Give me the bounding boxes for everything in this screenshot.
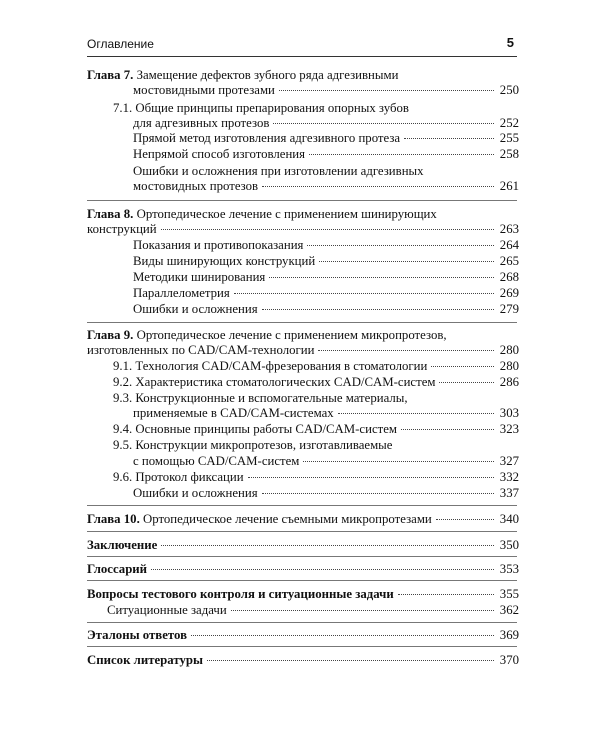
toc-entry-indications[interactable] <box>133 238 519 253</box>
toc-entry-direct-method[interactable] <box>133 131 519 146</box>
leader-dots <box>279 89 494 91</box>
chapter-title-line1: Ортопедическое лечение с применением микропротезов, <box>136 328 447 342</box>
chapter-title-line1: Замещение дефектов зубного ряда адгезивными <box>136 68 399 82</box>
leader-dots <box>439 381 494 383</box>
entry-text: с помощью CAD/CAM-систем <box>133 454 300 468</box>
header-rule <box>87 56 517 57</box>
leader-dots <box>161 228 494 230</box>
entry-page: 337 <box>499 486 519 500</box>
entry-page: 269 <box>499 286 519 300</box>
toc-entry-chapter-8[interactable] <box>87 222 519 237</box>
chapter-title: Ортопедическое лечение съемными микропротезами <box>142 512 432 526</box>
entry-page: 279 <box>499 302 519 316</box>
entry-page: 340 <box>499 512 519 526</box>
chapter-label: Глава 9. <box>87 328 134 342</box>
toc-chapter-7-title[interactable] <box>87 68 398 83</box>
toc-entry-section-9-1[interactable] <box>113 359 519 374</box>
entry-page: 353 <box>499 562 519 576</box>
entry-page: 362 <box>499 603 519 617</box>
toc-entry-section-9-3[interactable] <box>133 406 519 421</box>
leader-dots <box>262 185 494 187</box>
leader-dots <box>319 260 494 262</box>
toc-entry-errors-adhesive[interactable] <box>133 179 519 194</box>
leader-dots <box>151 568 494 570</box>
leader-dots <box>398 593 494 595</box>
entry-page: 255 <box>499 131 519 145</box>
toc-entry-situational-tasks[interactable] <box>107 603 519 618</box>
leader-dots <box>191 634 494 636</box>
entry-page: 263 <box>499 222 519 236</box>
leader-dots <box>318 349 494 351</box>
section-divider <box>87 322 517 323</box>
entry-text: Методики шинирования <box>133 270 266 284</box>
entry-text <box>87 512 432 527</box>
entry-text: Прямой метод изготовления адгезивного протеза <box>133 131 401 145</box>
leader-dots <box>404 137 494 139</box>
entry-page: 258 <box>499 147 519 161</box>
chapter-label: Глава 10. <box>87 512 140 526</box>
entry-text: мостовидных протезов <box>133 179 259 193</box>
leader-dots <box>248 476 494 478</box>
toc-entry-parallelometry[interactable] <box>133 286 519 301</box>
section-divider <box>87 556 517 557</box>
toc-entry-chapter-9[interactable] <box>87 343 519 358</box>
toc-entry-chapter-10[interactable] <box>87 512 519 527</box>
section-divider <box>87 200 517 201</box>
leader-dots <box>303 460 494 462</box>
toc-entry-conclusion[interactable] <box>87 538 519 553</box>
toc-errors-line1[interactable]: Ошибки и осложнения при изготовлении адгезивных <box>133 164 424 178</box>
toc-entry-literature[interactable] <box>87 653 519 668</box>
entry-text: Глоссарий <box>87 562 148 576</box>
entry-text: 9.4. Основные принципы работы CAD/CAM-систем <box>113 422 397 436</box>
entry-page: 265 <box>499 254 519 268</box>
toc-entry-errors-ch8[interactable] <box>133 302 519 317</box>
leader-dots <box>338 412 494 414</box>
toc-section-7-1-line1[interactable]: 7.1. Общие принципы препарирования опорных зубов <box>113 101 409 115</box>
toc-entry-errors-ch9[interactable] <box>133 486 519 501</box>
leader-dots <box>401 428 494 430</box>
running-header <box>87 37 514 55</box>
entry-page: 268 <box>499 270 519 284</box>
leader-dots <box>309 153 494 155</box>
leader-dots <box>234 292 494 294</box>
section-divider <box>87 531 517 532</box>
leader-dots <box>307 244 494 246</box>
entry-text: 9.1. Технология CAD/CAM-фрезерования в стоматологии <box>113 359 428 373</box>
entry-text: Непрямой способ изготовления <box>133 147 306 161</box>
entry-page: 261 <box>499 179 519 193</box>
entry-text: Заключение <box>87 538 158 552</box>
page-number: 5 <box>506 35 514 50</box>
entry-page: 286 <box>499 375 519 389</box>
toc-entry-section-9-5[interactable] <box>133 454 519 469</box>
entry-text: Список литературы <box>87 653 203 667</box>
chapter-title-line1: Ортопедическое лечение с применением шинирующих <box>136 207 437 221</box>
entry-text: Виды шинирующих конструкций <box>133 254 316 268</box>
toc-section-9-5-line1[interactable]: 9.5. Конструкции микропротезов, изготавливаемые <box>113 438 393 452</box>
entry-page: 327 <box>499 454 519 468</box>
entry-page: 280 <box>499 359 519 373</box>
toc-entry-splinting-methods[interactable] <box>133 270 519 285</box>
leader-dots <box>262 308 494 310</box>
entry-text: 9.6. Протокол фиксации <box>113 470 244 484</box>
entry-text: 9.2. Характеристика стоматологических CAD/CAM-систем <box>113 375 436 389</box>
leader-dots <box>273 122 494 124</box>
entry-page: 264 <box>499 238 519 252</box>
section-divider <box>87 646 517 647</box>
toc-entry-indirect-method[interactable] <box>133 147 519 162</box>
leader-dots <box>269 276 494 278</box>
toc-entry-section-9-6[interactable] <box>113 470 519 485</box>
section-divider <box>87 622 517 623</box>
entry-page: 369 <box>499 628 519 642</box>
entry-text: мостовидными протезами <box>133 83 275 97</box>
leader-dots <box>161 544 494 546</box>
leader-dots <box>436 518 494 520</box>
toc-chapter-8-title[interactable] <box>87 207 437 222</box>
entry-text: применяемые в CAD/CAM-системах <box>133 406 334 420</box>
toc-entry-chapter-7[interactable] <box>133 83 519 98</box>
entry-page: 250 <box>499 83 519 97</box>
chapter-label: Глава 7. <box>87 68 134 82</box>
entry-page: 280 <box>499 343 519 357</box>
toc-entry-section-9-2[interactable] <box>113 375 519 390</box>
section-divider <box>87 505 517 506</box>
chapter-label: Глава 8. <box>87 207 134 221</box>
toc-entry-section-7-1[interactable] <box>133 116 519 131</box>
entry-text: Параллелометрия <box>133 286 230 300</box>
entry-text: Ситуационные задачи <box>107 603 227 617</box>
entry-page: 355 <box>499 587 519 601</box>
toc-entry-answers[interactable] <box>87 628 519 643</box>
leader-dots <box>431 365 494 367</box>
leader-dots <box>262 492 494 494</box>
toc-entry-glossary[interactable] <box>87 562 519 577</box>
entry-page: 332 <box>499 470 519 484</box>
entry-text: конструкций <box>87 222 157 236</box>
entry-page: 370 <box>499 653 519 667</box>
entry-text: Ошибки и осложнения <box>133 302 258 316</box>
entry-text: Показания и противопоказания <box>133 238 304 252</box>
toc-section-9-3-line1[interactable]: 9.3. Конструкционные и вспомогательные материалы, <box>113 391 408 405</box>
entry-text: Эталоны ответов <box>87 628 187 642</box>
toc-chapter-9-title[interactable] <box>87 328 447 343</box>
header-title: Оглавление <box>87 37 154 51</box>
entry-text: изготовленных по CAD/CAM-технологии <box>87 343 315 357</box>
leader-dots <box>207 659 494 661</box>
entry-text: Ошибки и осложнения <box>133 486 258 500</box>
toc-entry-splint-types[interactable] <box>133 254 519 269</box>
entry-page: 350 <box>499 538 519 552</box>
entry-page: 323 <box>499 422 519 436</box>
toc-entry-tests[interactable] <box>87 587 519 602</box>
leader-dots <box>231 609 494 611</box>
entry-page: 252 <box>499 116 519 130</box>
section-divider <box>87 580 517 581</box>
toc-entry-section-9-4[interactable] <box>113 422 519 437</box>
entry-page: 303 <box>499 406 519 420</box>
entry-text: для адгезивных протезов <box>133 116 270 130</box>
entry-text: Вопросы тестового контроля и ситуационные задачи <box>87 587 394 601</box>
